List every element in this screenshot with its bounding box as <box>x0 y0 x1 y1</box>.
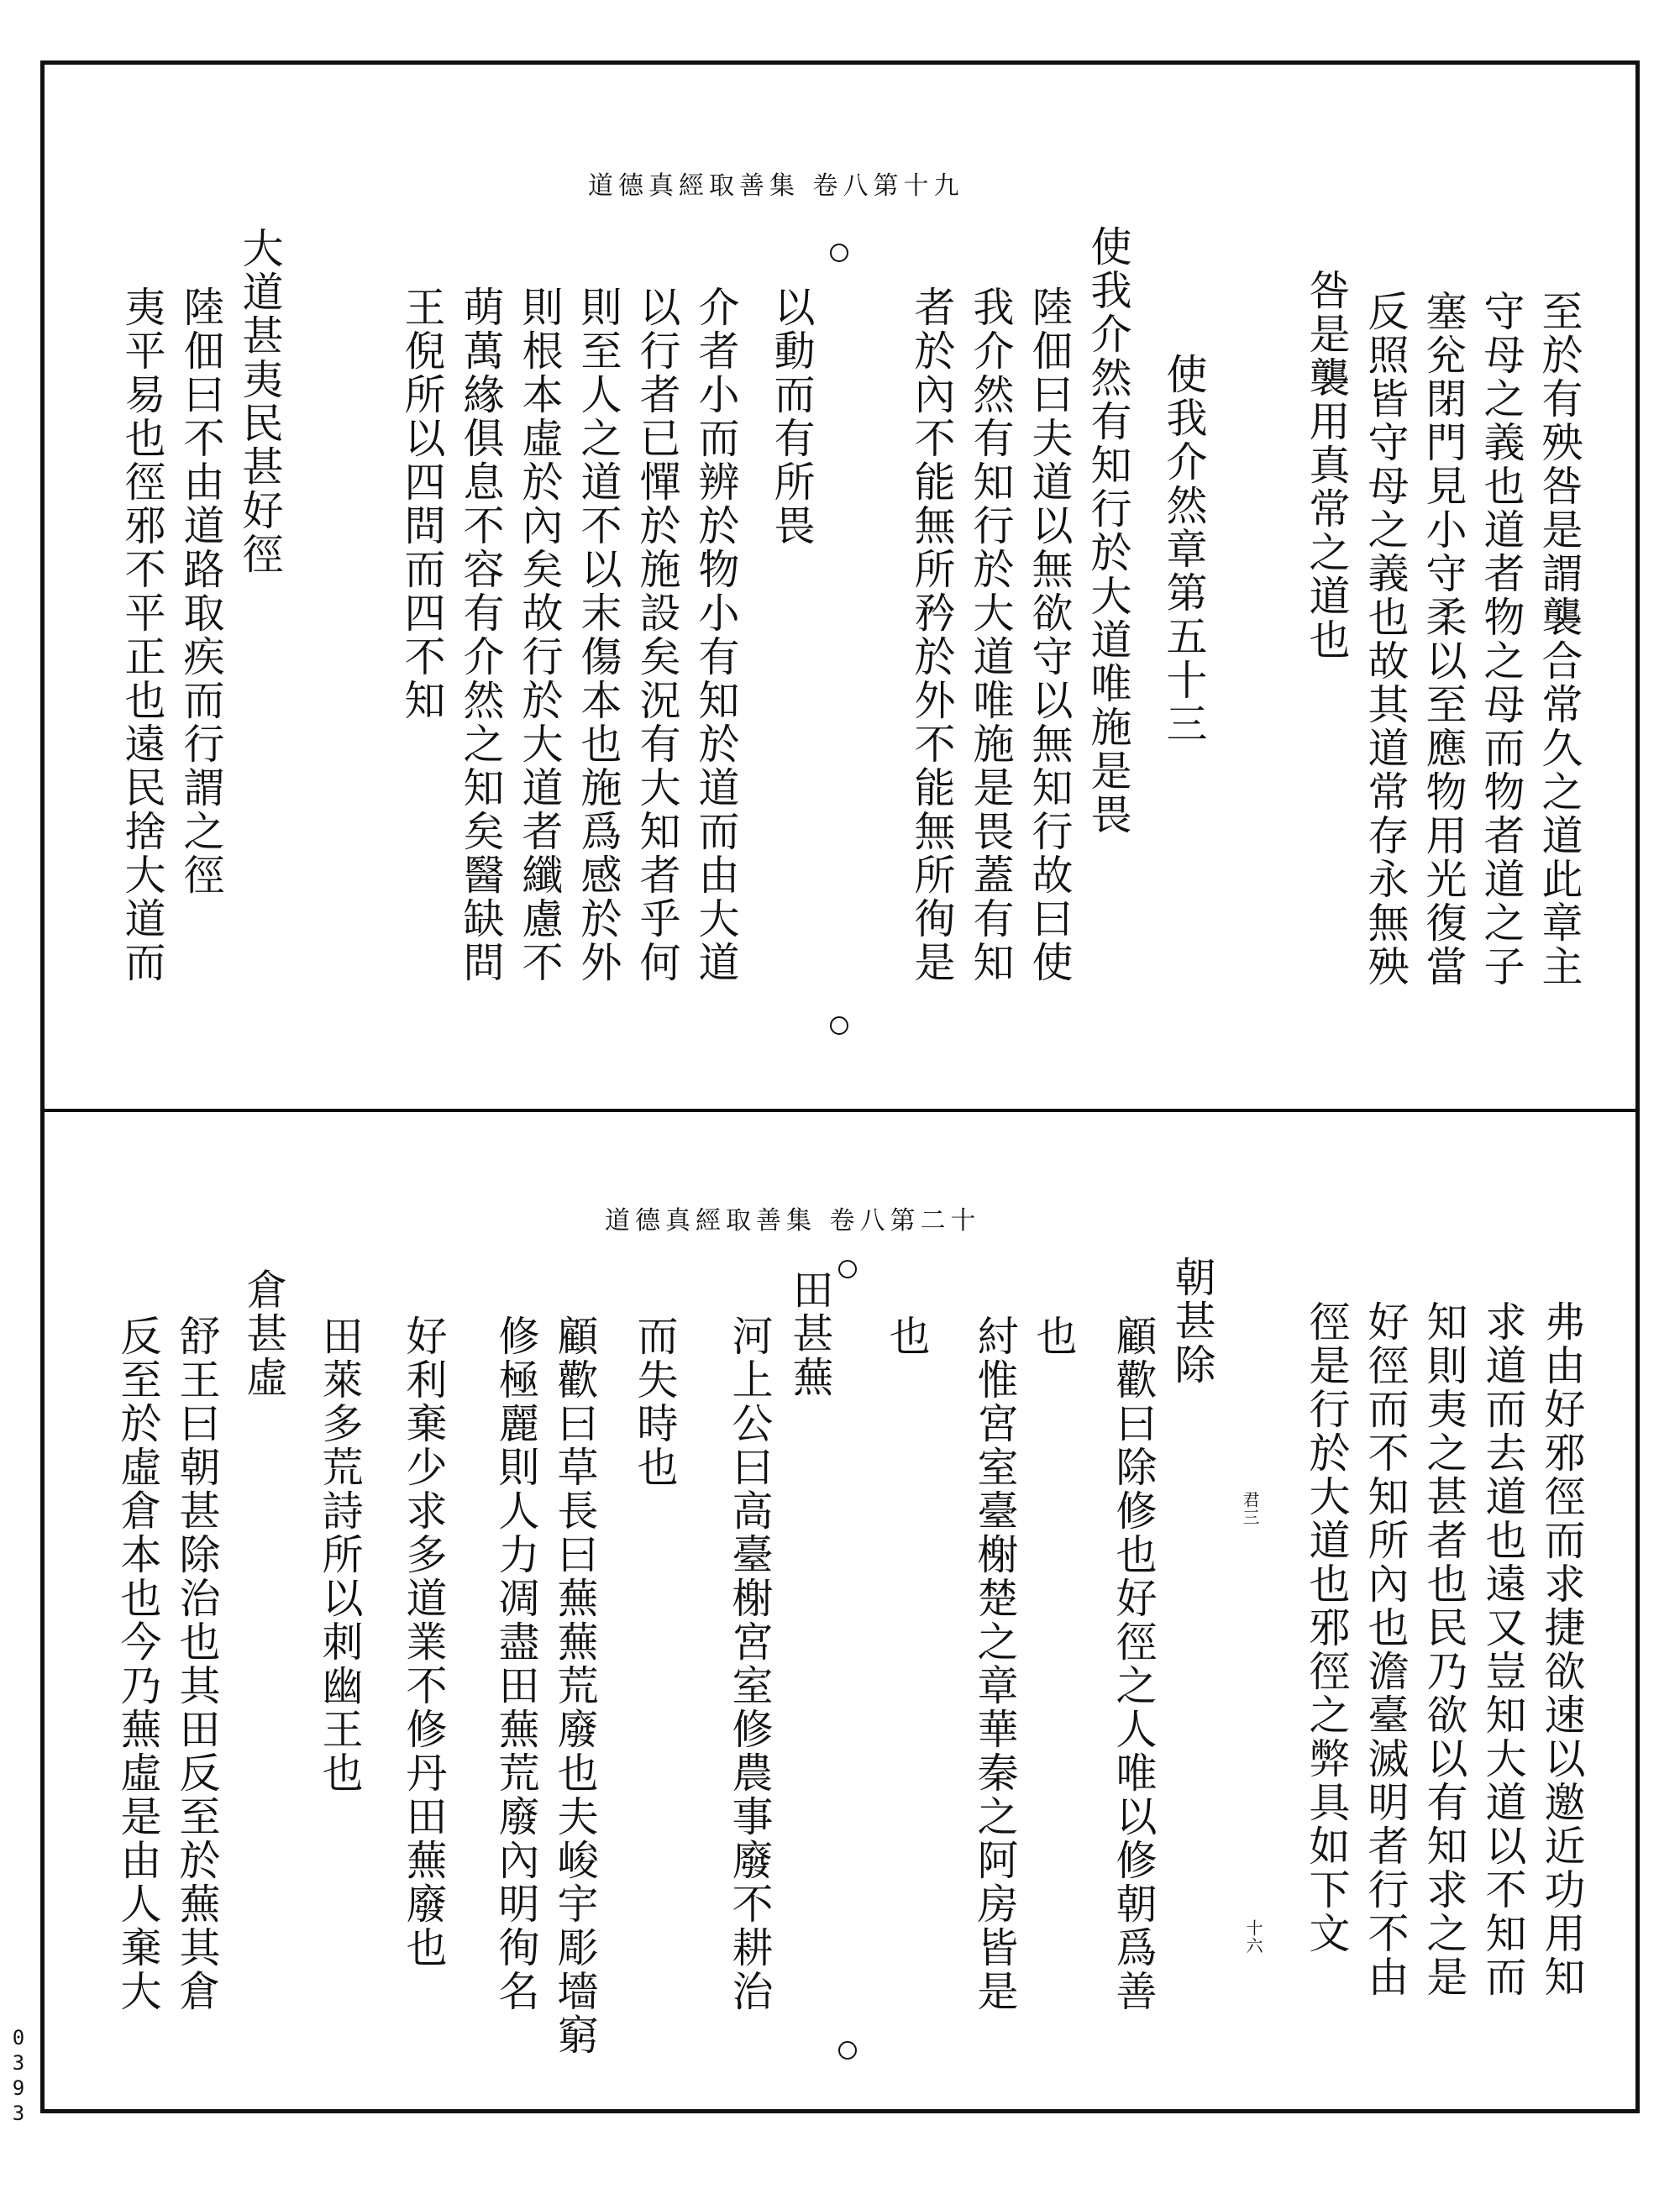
bottom-header: 道德真經取善集 卷八第二十 <box>605 1206 981 1236</box>
section-tian-shen-wu: 田甚蕪 <box>786 1268 834 1399</box>
bottom-col-12: 河上公曰高臺榭宮室修農事廢不耕治 <box>726 1315 774 2013</box>
top-header: 道德真經取善集 卷八第十九 <box>588 171 964 201</box>
bottom-col-7: 顧歡曰除修也好徑之人唯以修朝爲善 <box>1110 1315 1158 2013</box>
bottom-col-16: 好利棄少求多道業不修丹田蕪廢也 <box>400 1315 448 1970</box>
bottom-col-2: 求道而去道也遠又豈知大道以不知而 <box>1479 1300 1527 1999</box>
marginal-note: 君三 <box>1240 1491 1260 1526</box>
section-zhao-shen-chu: 朝甚除 <box>1168 1256 1216 1387</box>
top-col-7: 使我介然有知行於大道唯施是畏 <box>1084 225 1132 837</box>
bottom-col-9: 紂惟宮室臺榭楚之章華秦之阿房皆是 <box>971 1315 1019 2013</box>
bottom-col-15: 修極麗則人力凋盡田蕪荒廢內明徇名 <box>492 1315 540 2013</box>
top-col-11: 以動而有所畏 <box>768 286 816 548</box>
top-col-3: 塞兊閉門見小守柔以至應物用光復當 <box>1420 290 1467 989</box>
bottom-col-8: 也 <box>1030 1315 1078 1358</box>
bottom-col-20: 反至於虛倉本也今乃蕪虛是由人棄大 <box>114 1315 162 2013</box>
circle-mark <box>830 244 848 262</box>
bottom-col-4: 好徑而不知所內也澹臺滅明者行不由 <box>1362 1300 1410 1999</box>
bottom-col-5: 徑是行於大道也邪徑之弊具如下文 <box>1303 1300 1351 1955</box>
top-col-13: 以行者已憚於施設矣況有大知者乎何 <box>633 286 681 984</box>
half-page-divider <box>40 1109 1640 1112</box>
circle-mark <box>838 2041 857 2060</box>
bottom-col-14: 顧歡曰草長曰蕪蕪荒廢也夫峻宇彫墻窮 <box>551 1315 599 2057</box>
circle-mark <box>838 1260 857 1278</box>
top-col-9: 我介然有知行於大道唯施是畏蓋有知 <box>967 286 1015 984</box>
top-col-4: 反照皆守母之義也故其道常存永無殃 <box>1362 290 1410 989</box>
top-col-2: 守母之義也道者物之母而物者道之子 <box>1478 290 1525 989</box>
top-col-20: 夷平易也徑邪不平正也遠民捨大道而 <box>118 286 166 984</box>
bottom-col-17: 田萊多荒詩所以刺幽王也 <box>316 1315 364 1795</box>
page-number: 0393 <box>7 2026 30 2127</box>
chapter-title-53: 使我介然章第五十三 <box>1160 353 1208 746</box>
top-col-10: 者於內不能無所矜於外不能無所徇是 <box>908 286 956 984</box>
bottom-col-19: 舒王曰朝甚除治也其田反至於蕪其倉 <box>173 1315 221 2013</box>
top-col-8: 陸佃曰夫道以無欲守以無知行故曰使 <box>1026 286 1074 984</box>
top-col-19: 陸佃曰不由道路取疾而行謂之徑 <box>177 286 225 897</box>
marginal-note: 十六 <box>1243 1919 1263 1955</box>
top-col-1: 至於有殃咎是謂襲合常久之道此章主 <box>1536 290 1583 989</box>
top-col-18: 大道甚夷民甚好徑 <box>236 227 284 576</box>
bottom-col-10: 也 <box>883 1315 931 1358</box>
bottom-col-3: 知則夷之甚者也民乃欲以有知求之是 <box>1420 1300 1468 1999</box>
top-col-12: 介者小而辨於物小有知於道而由大道 <box>692 286 740 984</box>
top-col-5: 咎是襲用真常之道也 <box>1303 269 1351 662</box>
bottom-col-1: 弗由好邪徑而求捷欲速以邀近功用知 <box>1538 1300 1586 1999</box>
top-col-17: 王倪所以四問而四不知 <box>398 286 446 722</box>
top-col-14: 則至人之道不以末傷本也施爲感於外 <box>575 286 622 984</box>
top-col-15: 則根本虛於內矣故行於大道者纖慮不 <box>516 286 564 984</box>
circle-mark <box>830 1016 848 1035</box>
section-cang-shen-xu: 倉甚虛 <box>240 1268 288 1399</box>
bottom-col-13: 而失時也 <box>631 1315 679 1489</box>
top-col-16: 萌萬緣俱息不容有介然之知矣醫缺問 <box>457 286 505 984</box>
